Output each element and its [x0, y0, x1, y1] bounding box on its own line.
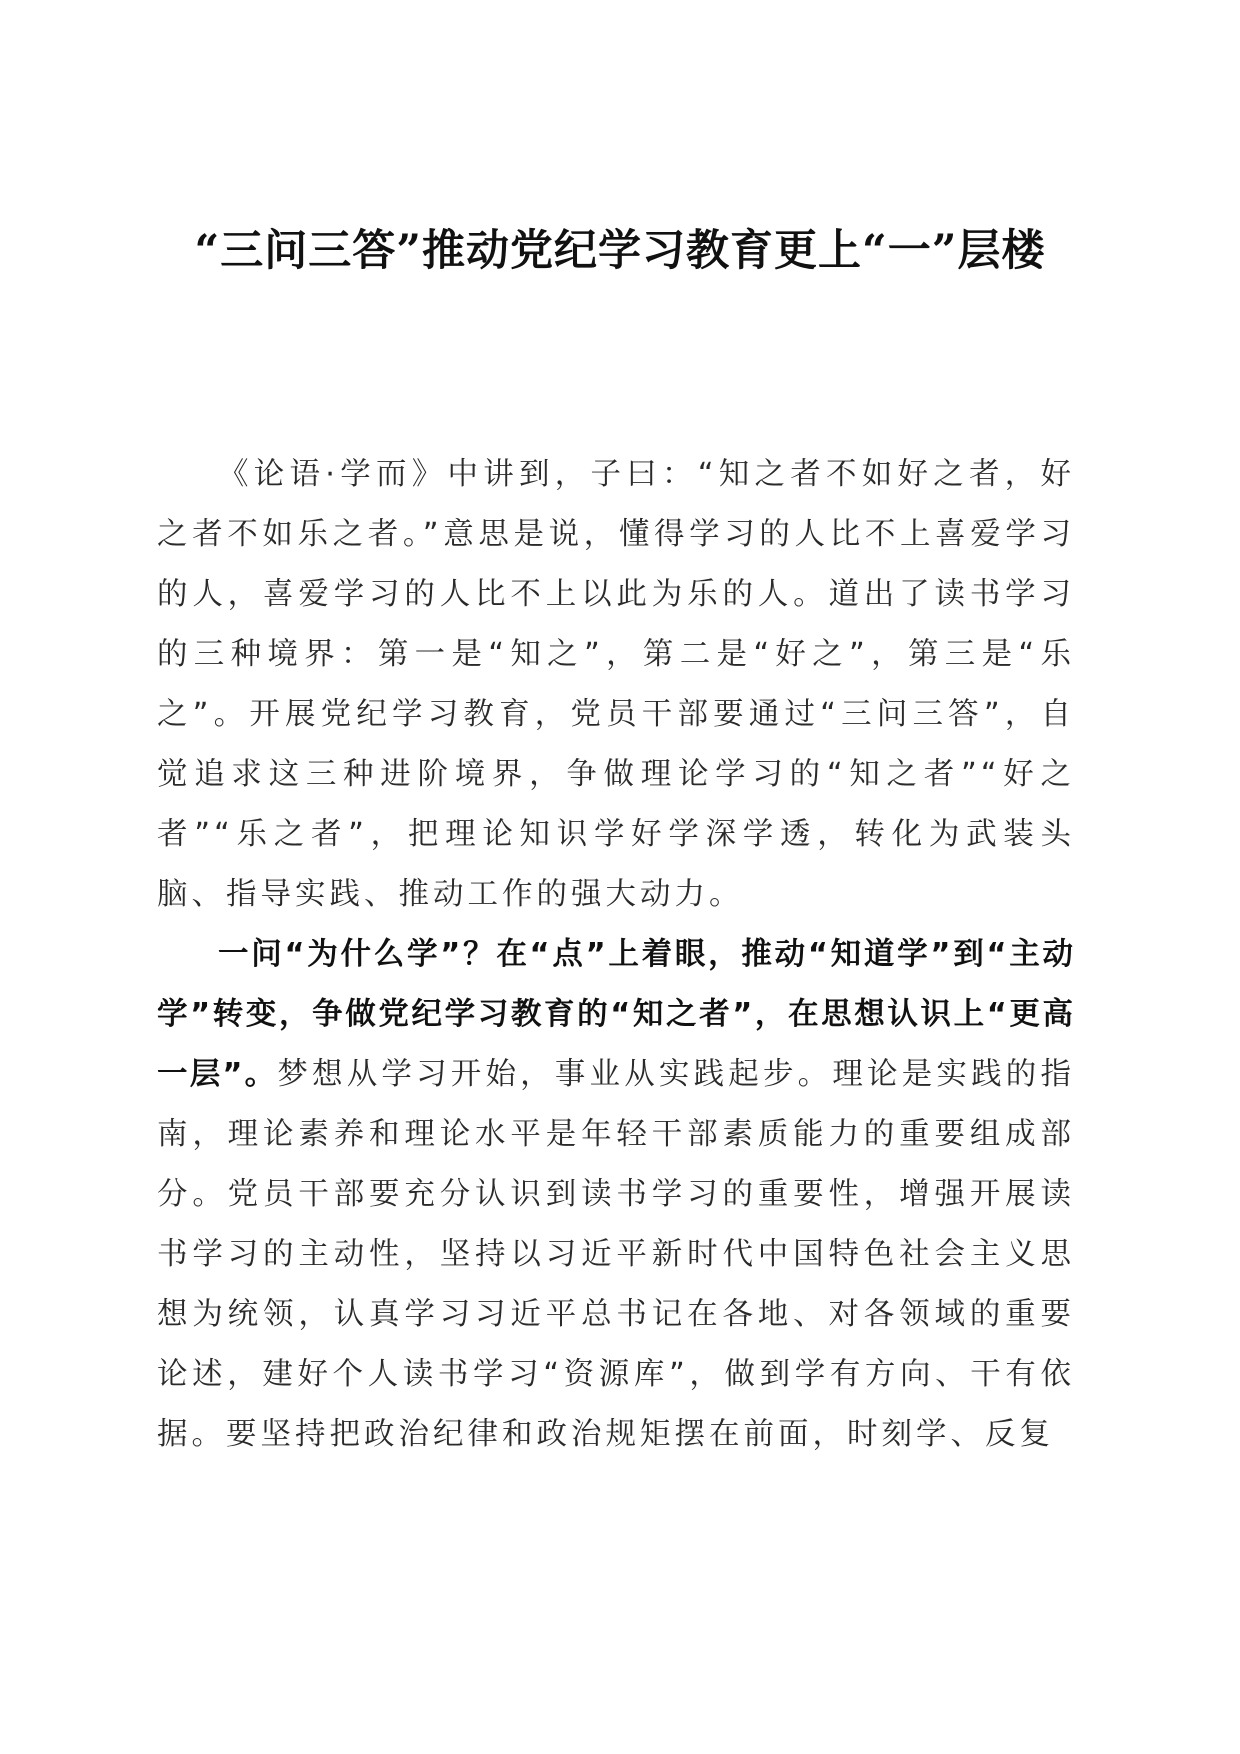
document-body	[157, 445, 1075, 1465]
paragraph-body-text: 梦想从学习开始，事业从实践起步。理论是实践的指南，理论素养和理论水平是年轻干部素质能力的重要组成部分。党员干部要充分认识到读书学习的重要性，增强开展读书学习的主动性，坚持以习近平新时代中国特色社会主义思想为统领，认真学习习近平总书记在各地、对各领域的重要论述，建好个人读书学习“资源库”，做到学有方向、干有依据。要坚持把政治纪律和政治规矩摆在前面，时刻学、反复	[157, 1057, 1076, 1452]
paragraph-question-one	[157, 925, 1075, 1465]
document-title: “三问三答”推动党纪学习教育更上“一”层楼	[194, 226, 1046, 276]
paragraph-intro: 《论语·学而》中讲到，子曰：“知之者不如好之者，好之者不如乐之者。”意思是说，懂得学习的人比不上喜爱学习的人，喜爱学习的人比不上以此为乐的人。道出了读书学习的三种境界：第一是“知之”，第二是“好之”，第三是“乐之”。开展党纪学习教育，党员干部要通过“三问三答”，自觉追求这三种进阶境界，争做理论学习的“知之者”“好之者”“乐之者”，把理论知识学好学深学透，转化为武装头脑、指导实践、推动工作的强大动力。	[157, 457, 1075, 912]
paragraph-lead-heading: 一问“为什么学”？在“点”上着眼，推动“知道学”到“主动学”转变，争做党纪学习教育的“知之者”，在思想认识上“更高一层”。	[157, 937, 1075, 1092]
